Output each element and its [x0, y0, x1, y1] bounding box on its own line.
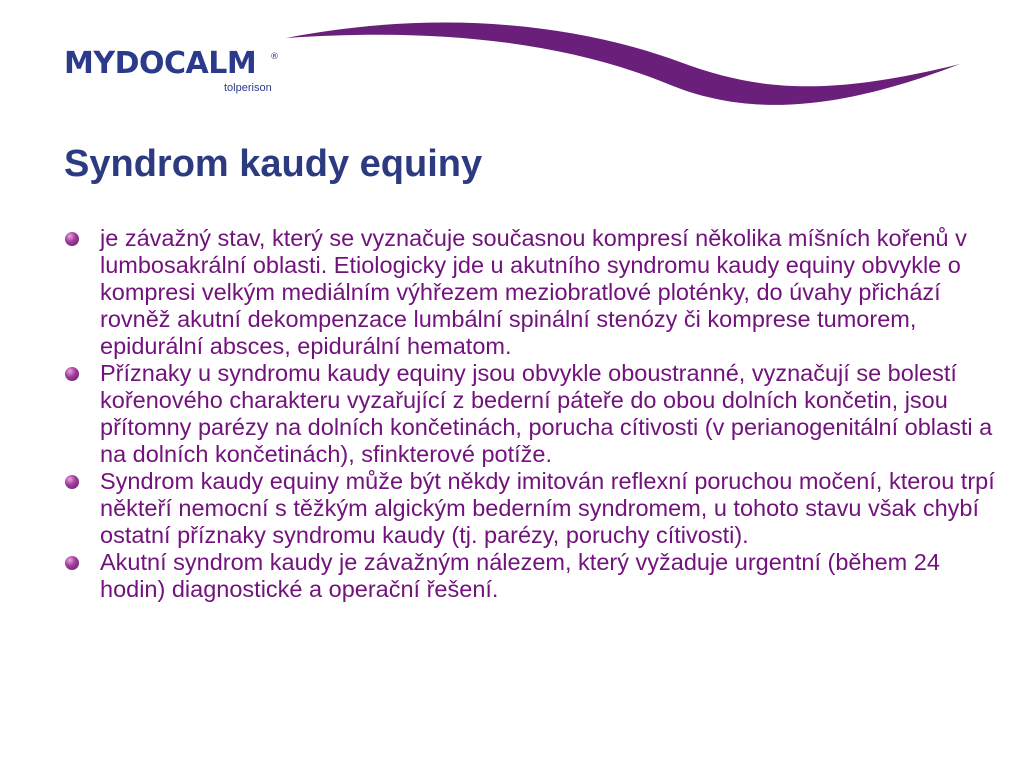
bullet-text: je závažný stav, který se vyznačuje současnou kompresí několika míšních kořenů v lumbosakrální oblasti. Etiologicky jde u akutního syndromu kaudy equiny obvykle o kompresi velkým mediálním výhřezem meziobratlové ploténky, do úvahy přichází rovněž akutní dekompenzace lumbální spinální stenózy či komprese tumorem, epidurální absces, epidurální hematom.	[100, 225, 967, 359]
slide-title: Syndrom kaudy equiny	[64, 143, 483, 185]
registered-mark: ®	[270, 52, 279, 62]
bullet-sphere-icon	[65, 556, 79, 570]
swoosh-shape	[286, 23, 960, 105]
logo-wordmark: MYDOCALM	[64, 46, 257, 81]
brand-logo	[64, 40, 284, 100]
bullet-item	[62, 360, 997, 468]
bullet-sphere-icon	[65, 475, 79, 489]
bullet-text: Syndrom kaudy equiny může být někdy imitován reflexní poruchou močení, kterou trpí někteří nemocní s těžkým algickým bederním syndromem, u tohoto stavu však chybí ostatní příznaky syndromu kaudy (tj. parézy, poruchy cítivosti).	[100, 468, 995, 548]
bullet-sphere-icon	[65, 367, 79, 381]
bullet-text: Akutní syndrom kaudy je závažným nálezem, který vyžaduje urgentní (během 24 hodin) diagnostické a operační řešení.	[100, 549, 940, 602]
bullet-text: Příznaky u syndromu kaudy equiny jsou obvykle oboustranné, vyznačují se bolestí kořenového charakteru vyzařující z bederní páteře do obou dolních končetin, jsou přítomny parézy na dolních končetinách, porucha cítivosti (v perianogenitální oblasti a na dolních končetinách), sfinkterové potíže.	[100, 360, 993, 467]
bullet-item	[62, 225, 997, 360]
bullet-item	[62, 549, 997, 603]
logo-subtitle: tolperison	[224, 82, 272, 94]
bullet-item	[62, 468, 997, 549]
bullet-list	[62, 225, 997, 603]
bullet-sphere-icon	[65, 232, 79, 246]
